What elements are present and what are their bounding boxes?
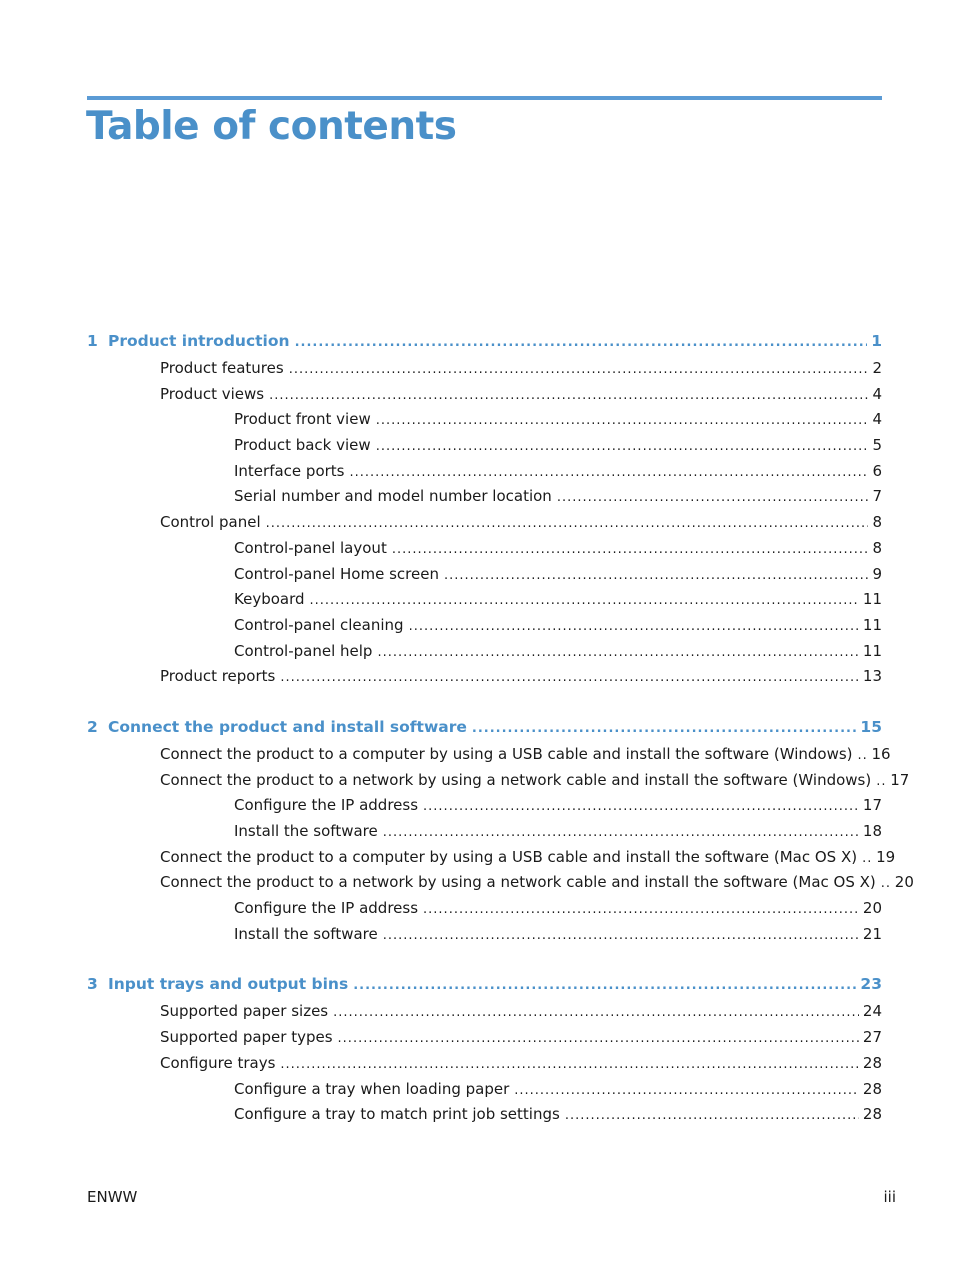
dot-leader: [269, 383, 868, 409]
toc-entry[interactable]: [87, 1077, 882, 1103]
dot-leader: [514, 1078, 859, 1104]
toc-entry[interactable]: [87, 484, 882, 510]
toc-entry-page: 16: [871, 744, 891, 763]
toc-entry-page: 28: [862, 1105, 882, 1124]
toc-chapter: [87, 969, 882, 1127]
toc-entry-page: 2: [872, 359, 882, 377]
toc-entry-page: 20: [862, 899, 882, 918]
dot-leader: [557, 485, 869, 511]
toc-entry-label: Control-panel cleaning: [234, 615, 404, 634]
toc-entry-label: Control-panel help: [234, 641, 373, 660]
chapter-title: Product introduction: [108, 332, 290, 350]
dot-leader: [338, 1026, 859, 1052]
toc-entry-page: 27: [862, 1028, 882, 1047]
dot-leader: [280, 1052, 859, 1078]
toc-chapter: [87, 326, 882, 690]
chapter-title: Input trays and output bins: [108, 975, 349, 994]
toc-entry-label: Configure a tray when loading paper: [234, 1079, 510, 1098]
dot-leader: [333, 1000, 859, 1026]
dot-leader: [565, 1103, 859, 1129]
toc-entry-page: 5: [872, 436, 882, 455]
chapter-page: 23: [860, 975, 882, 994]
toc-entry[interactable]: [87, 510, 882, 536]
page-number: iii: [883, 1188, 896, 1206]
toc-entry[interactable]: [87, 1102, 882, 1128]
toc-entry[interactable]: [87, 639, 882, 665]
toc-entry-page: 20: [894, 873, 914, 892]
toc-entry-label: Product views: [160, 384, 265, 403]
toc-chapter-heading[interactable]: [87, 712, 882, 742]
chapter-page: 15: [860, 717, 882, 736]
toc-entry[interactable]: [87, 433, 882, 459]
toc-entry-page: 18: [862, 822, 882, 840]
dot-leader: [392, 537, 869, 563]
dot-leader: [266, 511, 869, 537]
dot-leader: [280, 665, 859, 691]
toc-entry[interactable]: [87, 664, 882, 690]
toc-entry[interactable]: [87, 587, 882, 613]
toc-entry[interactable]: [87, 1051, 882, 1077]
title-rule: [87, 96, 882, 100]
dot-leader: [383, 820, 859, 846]
toc-entry-label: Connect the product to a computer by using a USB cable and install the software (Mac OS X): [160, 847, 858, 866]
toc-entry-label: Control-panel Home screen: [234, 564, 439, 583]
toc-entry-page: 11: [862, 590, 882, 609]
toc-entry-label: Configure trays: [160, 1053, 276, 1072]
chapter-number: 1: [87, 332, 98, 350]
dot-leader: [876, 769, 886, 795]
toc-entry-page: 21: [862, 924, 882, 943]
toc-entry[interactable]: [87, 407, 882, 433]
toc-entry[interactable]: [87, 613, 882, 639]
toc-entry-page: 28: [862, 1053, 882, 1072]
toc-chapter: [87, 712, 914, 948]
toc-entry-label: Configure a tray to match print job settings: [234, 1105, 560, 1124]
toc-entry-page: 24: [862, 1002, 882, 1021]
toc-entry-page: 7: [872, 487, 882, 506]
dot-leader: [444, 563, 869, 589]
toc-entry[interactable]: [87, 896, 882, 922]
toc-entry-label: Configure the IP address: [234, 796, 419, 815]
toc-chapter-heading[interactable]: [87, 326, 882, 356]
toc-entry-page: 4: [872, 410, 882, 429]
table-of-contents: [87, 326, 914, 1150]
dot-leader: [881, 871, 891, 897]
toc-entry[interactable]: [87, 1025, 882, 1051]
toc-entry-label: Interface ports: [234, 461, 345, 480]
toc-entry-label: Supported paper sizes: [160, 1002, 329, 1021]
dot-leader: [376, 408, 869, 434]
toc-entry-label: Control panel: [160, 513, 261, 532]
toc-entry-page: 19: [876, 847, 896, 866]
toc-entry-label: Serial number and model number location: [234, 487, 552, 506]
toc-entry-label: Configure the IP address: [234, 899, 419, 918]
dot-leader: [383, 923, 859, 949]
chapter-page: 1: [871, 332, 882, 350]
toc-entry-label: Keyboard: [234, 590, 305, 609]
dot-leader: [295, 328, 868, 358]
page-title: Table of contents: [86, 104, 457, 149]
toc-entry[interactable]: [87, 793, 882, 819]
dot-leader: [377, 640, 858, 666]
dot-leader: [289, 357, 869, 383]
toc-entry-page: 11: [862, 641, 882, 660]
dot-leader: [423, 897, 859, 923]
dot-leader: [310, 588, 859, 614]
toc-entry-page: 11: [862, 615, 882, 634]
toc-entry-label: Supported paper types: [160, 1028, 333, 1047]
footer-label: ENWW: [87, 1188, 138, 1206]
toc-entry[interactable]: [87, 382, 882, 408]
toc-entry-page: 17: [862, 796, 882, 815]
dot-leader: [350, 460, 869, 486]
dot-leader: [423, 794, 859, 820]
toc-entry-label: Connect the product to a network by using a network cable and install the software (Mac OS X): [160, 873, 876, 892]
toc-entry-label: Install the software: [234, 822, 378, 840]
toc-entry-page: 9: [872, 564, 882, 583]
toc-entry[interactable]: [87, 768, 910, 794]
toc-entry[interactable]: [87, 356, 882, 382]
toc-entry[interactable]: [87, 562, 882, 588]
toc-entry[interactable]: [87, 742, 891, 768]
toc-entry-label: Product front view: [234, 410, 371, 429]
toc-entry[interactable]: [87, 819, 882, 845]
toc-entry-page: 17: [890, 770, 910, 789]
chapter-number: 2: [87, 717, 98, 736]
toc-entry-label: Product back view: [234, 436, 371, 455]
toc-entry-page: 28: [862, 1079, 882, 1098]
dot-leader: [862, 846, 872, 872]
dot-leader: [858, 743, 868, 769]
toc-entry-page: 8: [872, 538, 882, 557]
toc-entry-page: 8: [872, 513, 882, 532]
dot-leader: [472, 714, 857, 744]
dot-leader: [353, 971, 856, 1001]
toc-entry-label: Install the software: [234, 924, 378, 943]
dot-leader: [376, 434, 869, 460]
toc-entry-page: 13: [862, 667, 882, 686]
toc-entry[interactable]: [87, 536, 882, 562]
toc-entry[interactable]: [87, 459, 882, 485]
toc-entry-label: Connect the product to a network by using a network cable and install the software (Windows): [160, 770, 872, 789]
toc-entry-page: 4: [872, 384, 882, 403]
toc-entry[interactable]: [87, 999, 882, 1025]
chapter-number: 3: [87, 975, 98, 994]
toc-chapter-heading[interactable]: [87, 969, 882, 999]
toc-entry-label: Product features: [160, 359, 284, 377]
dot-leader: [409, 614, 859, 640]
chapter-title: Connect the product and install software: [108, 717, 467, 736]
toc-entry-page: 6: [872, 461, 882, 480]
toc-entry[interactable]: [87, 845, 896, 871]
toc-entry[interactable]: [87, 922, 882, 948]
toc-entry[interactable]: [87, 870, 914, 896]
toc-entry-label: Control-panel layout: [234, 538, 387, 557]
toc-entry-label: Product reports: [160, 667, 276, 686]
toc-entry-label: Connect the product to a computer by using a USB cable and install the software (Windows): [160, 744, 853, 763]
